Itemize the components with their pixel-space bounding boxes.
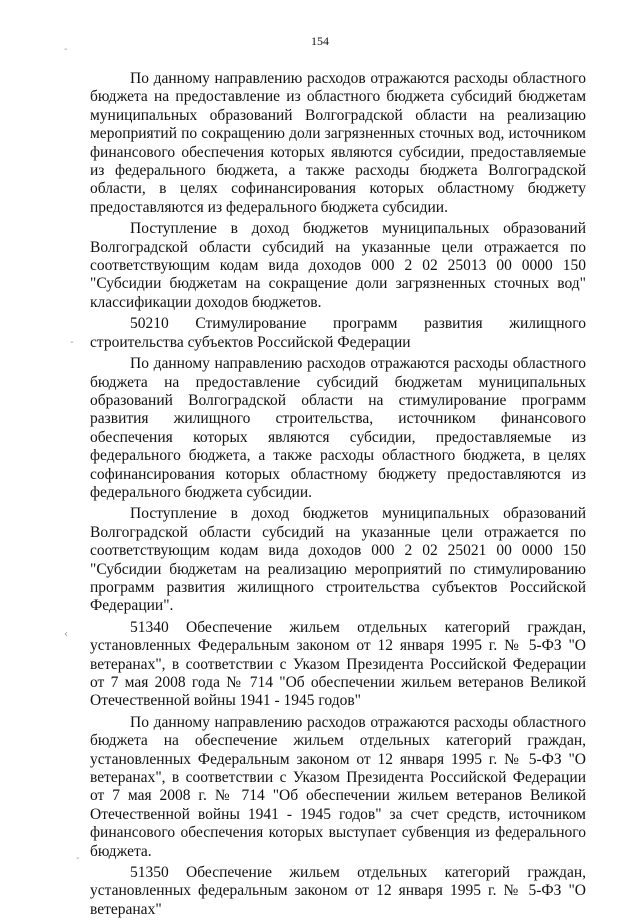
section-heading: 51340 Обеспечение жильем отдельных категорий граждан, установленных Федеральным законом от 12 января 1995 г. № 5-ФЗ "О ветеранах", в соответствии с Указом Президента Российской Федерации от 7 мая 2008 года № 714 "Об обеспечении жильем ветеранов Великой Отечественной войны 1941 - 1945 годов" — [90, 618, 586, 710]
paragraph: По данному направлению расходов отражаются расходы областного бюджета на предоставление из областного бюджета субсидий бюджетам муниципальных образований Волгоградской области на реализацию мероприятий по сокращению доли загрязненных сточных вод, источником финансового обеспечения которых являются субсидии, предоставляемые из федерального бюджета, а также расходы бюджета Волгоградской области, в целях софинансирования которых областному бюджету предоставляются из федерального бюджета субсидии. — [90, 70, 586, 216]
paragraph: По данному направлению расходов отражаются расходы областного бюджета на предоставление субсидий бюджетам муниципальных образований Волгоградской области на стимулирование программ развития жилищного строительства, источником финансового обеспечения которых являются субсидии, предоставляемые из федерального бюджета, а также расходы областного бюджета, в целях софинансирования которых областному бюджету предоставляются из федерального бюджета субсидии. — [90, 355, 586, 501]
paragraph: По данному направлению расходов отражаются расходы областного бюджета на обеспечение жильем отдельных категорий граждан, установленных Федеральным законом от 12 января 1995 г. № 5-ФЗ "О ветеранах", в соответствии с Указом Президента Российской Федерации от 7 мая 2008 г. № 714 "Об обеспечении жильем ветеранов Великой Отечественной войны 1941 - 1945 годов" за счет средств, источником финансового обеспечения которых выступает субвенция из федерального бюджета. — [90, 713, 586, 860]
section-heading: 51350 Обеспечение жильем отдельных категорий граждан, установленных федеральным законом от 12 января 1995 г. № 5-ФЗ "О ветеранах" — [90, 864, 586, 918]
paragraph: Поступление в доход бюджетов муниципальных образований Волгоградской области субсидий на указанные цели отражается по соответствующим кодам вида доходов 000 2 02 25013 00 0000 150 "Субсидии бюджетам на сокращение доли загрязненных сточных вод" классификации доходов бюджетов. — [90, 220, 586, 311]
section-heading: 50210 Стимулирование программ развития жилищного строительства субъектов Российской Федерации — [90, 315, 586, 351]
paragraph: Поступление в доход бюджетов муниципальных образований Волгоградской области субсидий на указанные цели отражается по соответствующим кодам вида доходов 000 2 02 25021 00 0000 150 "Субсидии бюджетам на реализацию мероприятий по стимулированию программ развития жилищного строительства субъектов Российской Федерации". — [90, 505, 586, 615]
scan-mark: - — [64, 44, 68, 55]
document-body — [90, 70, 586, 922]
scan-mark: - — [76, 853, 80, 864]
scan-mark: ‹ — [64, 629, 68, 640]
page-number: 154 — [311, 34, 329, 48]
scan-mark: - — [70, 337, 74, 348]
